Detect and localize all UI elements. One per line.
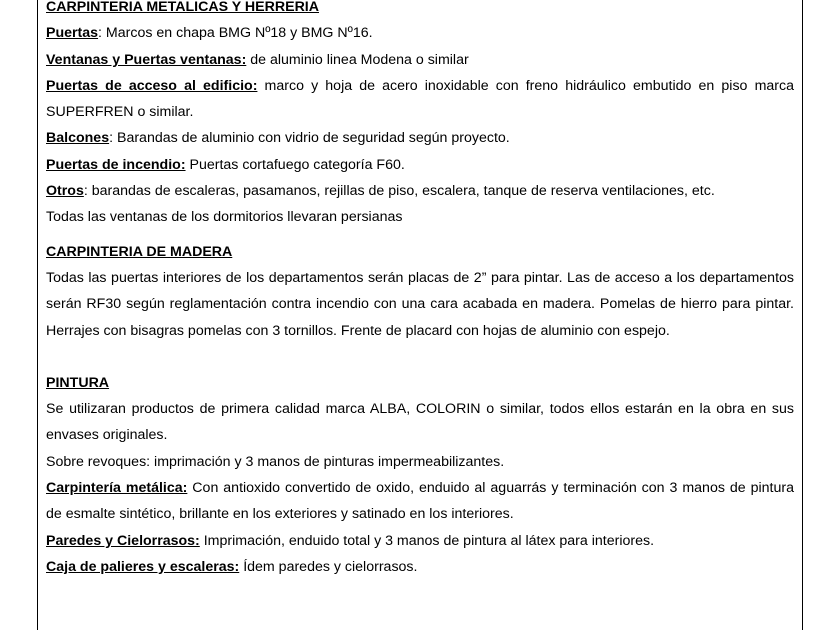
spacer (46, 344, 794, 370)
desc-incendio: Puertas cortafuego categoría F60. (185, 156, 405, 173)
item-puertas (46, 20, 794, 46)
term-puertas: Puertas (46, 25, 99, 42)
term-acceso: Puertas de acceso al edificio: (46, 77, 258, 94)
paragraph-revoques: Sobre revoques: imprimación y 3 manos de pinturas impermeabilizantes. (46, 453, 505, 470)
item-acceso (46, 73, 794, 126)
term-ventanas: Ventanas y Puertas ventanas: (46, 51, 247, 68)
item-incendio (46, 152, 794, 178)
desc-otros: : barandas de escaleras, pasamanos, rejillas de piso, escalera, tanque de reserva ventilaciones, etc. (83, 183, 715, 200)
paragraph-pintura-intro: Se utilizaran productos de primera calidad marca ALBA, COLORIN o similar, todos ellos estarán en la obra en sus envases originales. (46, 401, 794, 444)
item-otros (46, 178, 794, 204)
item-carpinteria-metalica (46, 475, 794, 528)
term-balcones: Balcones (46, 130, 110, 147)
desc-ventanas: de aluminio linea Modena o similar (246, 51, 469, 68)
item-balcones (46, 125, 794, 151)
term-carpinteria-metalica: Carpintería metálica: (46, 480, 188, 497)
desc-balcones: : Barandas de aluminio con vidrio de seguridad según proyecto. (109, 130, 510, 147)
desc-acceso: marco y hoja de acero inoxidable con freno hidráulico embutido en piso marca SUPERFREN o similar. (46, 77, 794, 121)
section-heading-pintura: PINTURA (46, 374, 110, 391)
desc-caja: Ídem paredes y cielorrasos. (239, 558, 418, 575)
paragraph-madera: Todas las puertas interiores de los departamentos serán placas de 2” para pintar. Las de acceso a los departamentos serán RF30 según reglamentación contra incendio con una cara acabada en madera. Pomelas de hierro para pintar. Herrajes con bisagras pomelas con 3 tornillos. Frente de placard con hojas de aluminio con espejo. (46, 269, 794, 339)
desc-puertas: : Marcos en chapa BMG Nº18 y BMG Nº16. (98, 25, 373, 42)
item-caja (46, 554, 794, 580)
term-paredes: Paredes y Cielorrasos: (46, 532, 200, 549)
term-caja: Caja de palieres y escaleras: (46, 558, 240, 575)
page-border-left (37, 0, 38, 630)
term-otros: Otros (46, 183, 84, 200)
desc-paredes: Imprimación, enduido total y 3 manos de pintura al látex para interiores. (199, 532, 655, 549)
section-heading-metal: CARPINTERIA METALICAS Y HERRERIA (46, 0, 319, 15)
term-incendio: Puertas de incendio: (46, 156, 186, 173)
item-ventanas (46, 47, 794, 73)
spacer (46, 231, 794, 239)
section-heading-madera: CARPINTERIA DE MADERA (46, 243, 233, 260)
document-body (46, 0, 794, 580)
page-border-right (802, 0, 803, 630)
note-persianas: Todas las ventanas de los dormitorios llevaran persianas (46, 209, 403, 226)
item-paredes (46, 528, 794, 554)
desc-carpinteria-metalica: Con antioxido convertido de oxido, enduido al aguarrás y terminación con 3 manos de pintura de esmalte sintético, brillante en los exteriores y satinado en los interiores. (46, 480, 794, 523)
